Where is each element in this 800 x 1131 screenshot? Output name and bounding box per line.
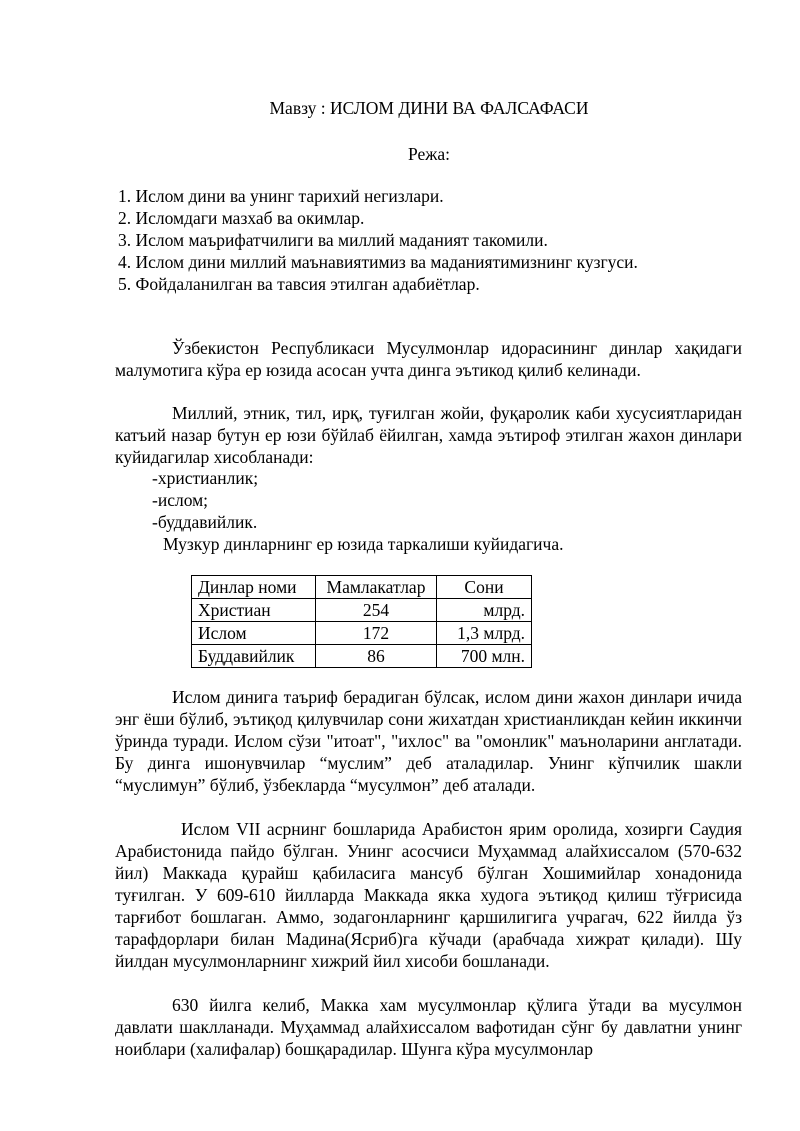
table-row xyxy=(192,645,532,668)
religion-item: -христианлик; xyxy=(152,468,259,488)
religion-item: -буддавийлик. xyxy=(152,512,258,532)
paragraph-text: Миллий, этник, тил, ирқ, туғилган жойи, фуқаролик каби хусусиятларидан катъий назар бутун ер юзи бўйлаб ёйилган, хамда эътироф этилган жахон динлари куйидагилар хисобланади: xyxy=(115,403,742,467)
paragraph-world-religions xyxy=(115,402,742,468)
plan-item: 5. Фойдаланилган ва тавсия этилган адабиётлар. xyxy=(118,274,480,294)
paragraph-text: Ўзбекистон Республикаси Мусулмонлар идорасининг динлар хақидаги малумотига кўра ер юзида асосан учта динга эътикод қилиб келинади. xyxy=(115,338,742,380)
paragraph-state xyxy=(115,994,742,1060)
table-cell: 1,3 млрд. xyxy=(437,622,532,645)
table-header-cell: Динлар номи xyxy=(192,576,316,599)
paragraph-text: Ислом VII асрнинг бошларида Арабистон ярим оролида, хозирги Саудия Арабистонида пайдо бўлган. Унинг асосчиси Муҳаммад алайхиссалом (570-632 йил) Маккада қурайш қабиласига мансуб бўлган Хошимийлар хонадонида туғилган. У 609-610 йилларда Маккада якка худога эътиқод қилиш тўғрисида тарғибот бошлаган. Аммо, зодагонларнинг қаршилигига учрагач, 622 йилда ўз тарафдорлари билан Мадина(Ясриб)га кўчади (арабчада хижрат қилади). Шу йилдан мусулмонларнинг хижрий йил хисоби бошланади. xyxy=(115,819,742,971)
paragraph-text: 630 йилга келиб, Макка хам мусулмонлар қўлига ўтади ва мусулмон давлати шаклланади. Муҳаммад алайхиссалом вафотидан сўнг бу давлатни унинг ноиблари (халифалар) бошқарадилар. Шунга кўра мусулмонлар xyxy=(115,995,742,1059)
table-intro: Музкур динларнинг ер юзида таркалиши куйидагича. xyxy=(163,534,564,554)
table-cell: 254 xyxy=(316,599,437,622)
table-row xyxy=(192,599,532,622)
plan-list xyxy=(118,185,638,295)
religion-item: -ислом; xyxy=(152,490,209,510)
religion-list xyxy=(152,467,258,533)
paragraph-definition xyxy=(115,686,742,796)
table-cell: 172 xyxy=(316,622,437,645)
paragraph-text: Ислом динига таъриф берадиган бўлсак, ислом дини жахон динлари ичида энг ёши бўлиб, эътиқод қилувчилар сони жихатдан христианликдан кейин иккинчи ўринда туради. Ислом сўзи "итоат", "ихлос" ва "омонлик" маъноларини англатади. Бу динга ишонувчилар “муслим” деб аталадилар. Унинг кўпчилик шакли “муслимун” бўлиб, ўзбекларда “мусулмон” деб аталади. xyxy=(115,687,742,795)
table-cell: 86 xyxy=(316,645,437,668)
table-cell: Христиан xyxy=(192,599,316,622)
table-row xyxy=(192,622,532,645)
table-cell: Буддавийлик xyxy=(192,645,316,668)
table-cell: млрд. xyxy=(437,599,532,622)
paragraph-intro xyxy=(115,337,742,381)
table-header-cell: Мамлакатлар xyxy=(316,576,437,599)
table-header-cell: Сони xyxy=(437,576,532,599)
plan-item: 3. Ислом маърифатчилиги ва миллий маданият такомили. xyxy=(118,230,548,250)
plan-item: 4. Ислом дини миллий маънавиятимиз ва маданиятимизнинг кузгуси. xyxy=(118,252,638,272)
document-title: Мавзу : ИСЛОМ ДИНИ ВА ФАЛСАФАСИ xyxy=(269,98,589,118)
table-cell: Ислом xyxy=(192,622,316,645)
plan-heading: Режа: xyxy=(408,144,450,164)
plan-item: 2. Исломдаги мазхаб ва окимлар. xyxy=(118,208,365,228)
paragraph-history xyxy=(115,818,742,972)
religions-table xyxy=(191,575,532,668)
table-cell: 700 млн. xyxy=(437,645,532,668)
plan-item: 1. Ислом дини ва унинг тарихий негизлари. xyxy=(118,186,444,206)
table-header-row xyxy=(192,576,532,599)
